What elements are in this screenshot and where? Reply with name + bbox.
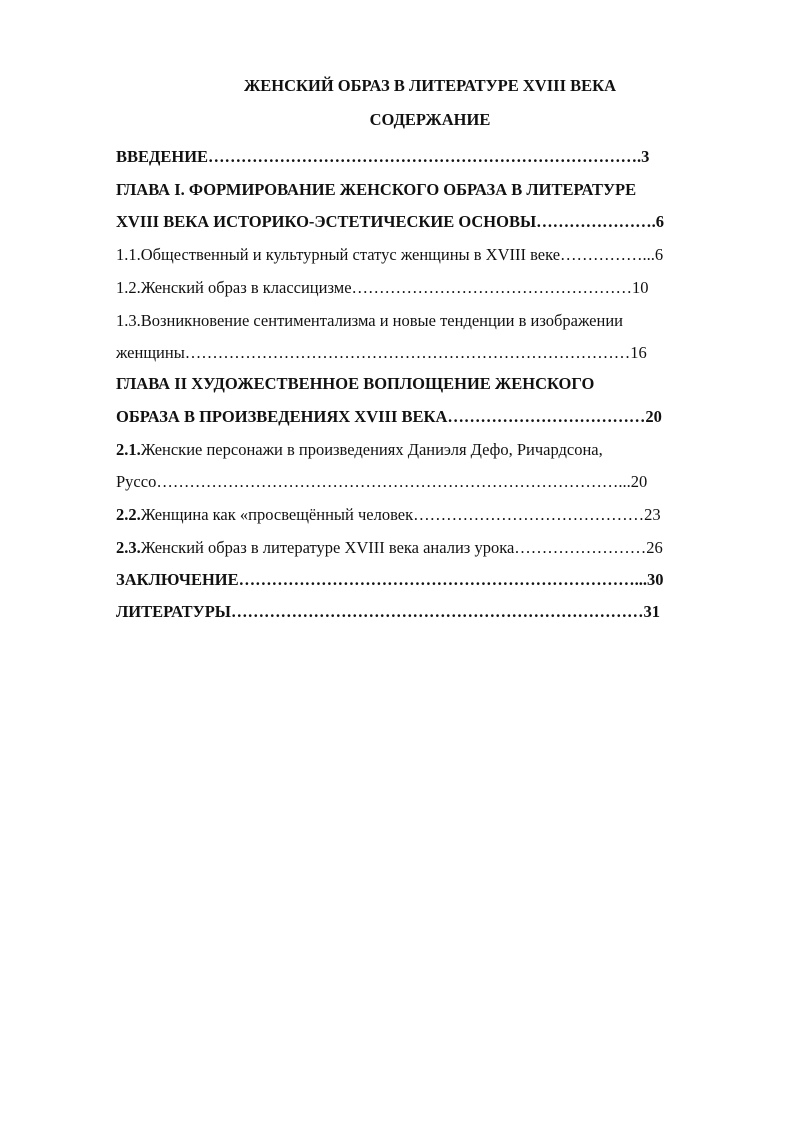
toc-entry-chapter-1-cont: [116, 212, 664, 232]
toc-entry-1-3: [116, 311, 623, 331]
toc-entry-number: 2.1.: [116, 440, 141, 459]
toc-entry-number: 2.2.: [116, 505, 141, 524]
toc-entry-text: ЗАКЛЮЧЕНИЕ………………………………………………………………...30: [116, 570, 664, 589]
toc-entry-2-3: [116, 538, 663, 558]
toc-entry-number: 2.3.: [116, 538, 141, 557]
toc-entry-2-1: [116, 440, 603, 460]
toc-entry-1-2: [116, 278, 649, 298]
toc-entry-text: Женский образ в литературе XVIII века анализ урока……………………26: [140, 538, 663, 557]
toc-entry-chapter-2: [116, 374, 594, 394]
toc-entry-text: XVIII ВЕКА ИСТОРИКО-ЭСТЕТИЧЕСКИЕ ОСНОВЫ………………….6: [116, 212, 665, 231]
toc-entry-text: ГЛАВА II ХУДОЖЕСТВЕННОЕ ВОПЛОЩЕНИЕ ЖЕНСКОГО: [116, 374, 595, 393]
toc-entry-2-1-cont: [116, 472, 647, 492]
toc-entry-chapter-1: [116, 180, 636, 200]
toc-entry-text: ГЛАВА I. ФОРМИРОВАНИЕ ЖЕНСКОГО ОБРАЗА В ЛИТЕРАТУРЕ: [116, 180, 637, 199]
toc-entry-text: Женщина как «просвещённый человек……………………………………23: [140, 505, 661, 524]
toc-entry-chapter-2-cont: [116, 407, 662, 427]
toc-entry-text: ВВЕДЕНИЕ…………………………………………………………………….3: [116, 147, 650, 166]
toc-entry-text: Женские персонажи в произведениях Даниэля Дефо, Ричардсона,: [140, 440, 603, 459]
toc-entry-1-3-cont: [116, 343, 647, 363]
toc-heading: СОДЕРЖАНИЕ: [369, 110, 491, 129]
toc-entry-text: 1.1.Общественный и культурный статус женщины в XVIII веке……………...6: [116, 245, 664, 264]
toc-entry-1-1: [116, 245, 663, 265]
toc-entry-references: [116, 602, 660, 622]
document-title: ЖЕНСКИЙ ОБРАЗ В ЛИТЕРАТУРЕ XVIII ВЕКА: [243, 76, 616, 95]
toc-entry-2-2: [116, 505, 661, 525]
toc-entry-text: ОБРАЗА В ПРОИЗВЕДЕНИЯХ XVIII ВЕКА………………………………20: [116, 407, 662, 426]
toc-entry-introduction: [116, 147, 649, 167]
toc-entry-text: 1.2.Женский образ в классицизме……………………………………………10: [116, 278, 649, 297]
toc-entry-text: Руссо…………………………………………………………………………...20: [116, 472, 648, 491]
toc-entry-conclusion: [116, 570, 664, 590]
toc-entry-text: женщины………………………………………………………………………16: [116, 343, 647, 362]
toc-entry-text: ЛИТЕРАТУРЫ…………………………………………………………………31: [116, 602, 660, 621]
toc-entry-text: 1.3.Возникновение сентиментализма и новые тенденции в изображении: [116, 311, 623, 330]
